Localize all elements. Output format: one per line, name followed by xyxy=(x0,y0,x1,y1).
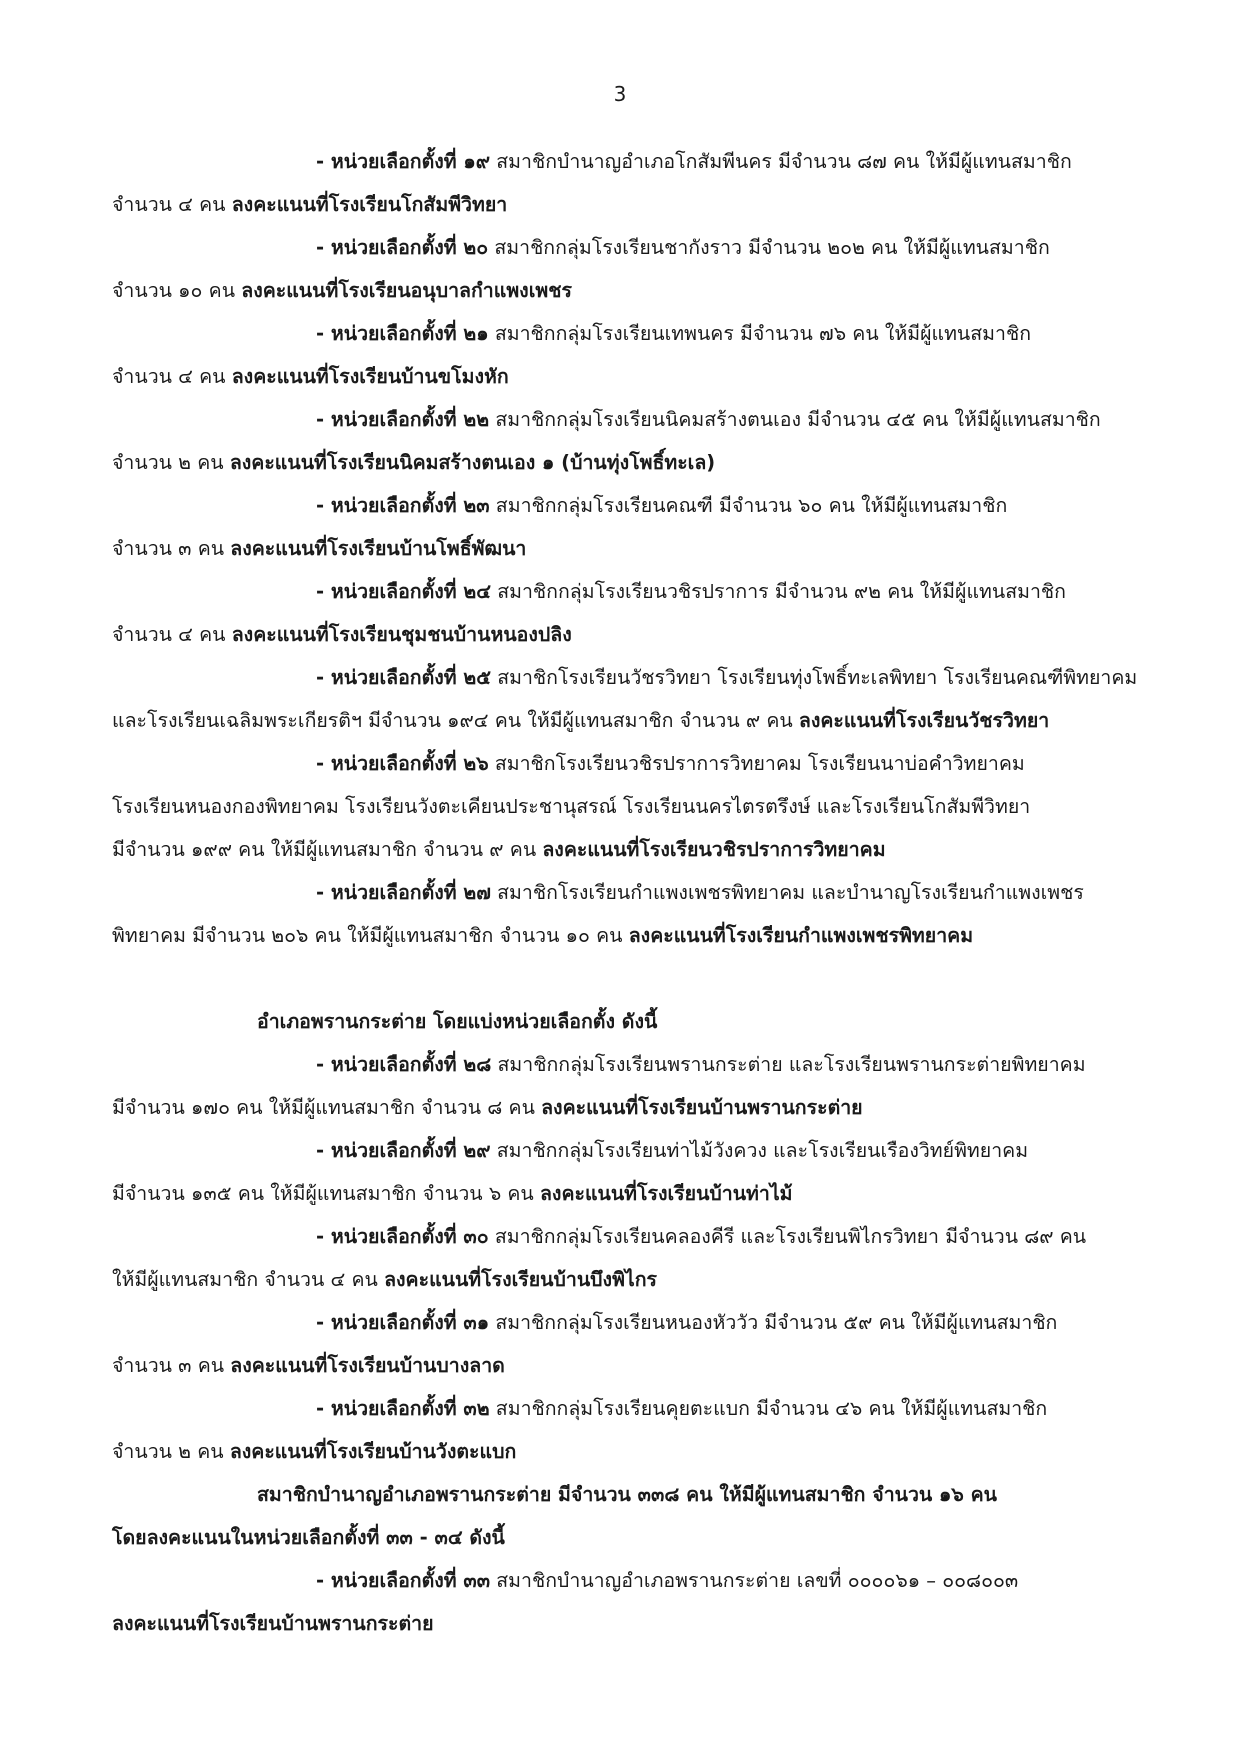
unit-number: หน่วยเลือกตั้งที่ ๒๕ xyxy=(330,666,492,689)
unit-dash: - xyxy=(316,881,331,904)
unit-20-line-2 xyxy=(112,269,1152,312)
unit-dash: - xyxy=(316,1397,331,1420)
unit-vote-location: ลงคะแนนที่โรงเรียนนิคมสร้างตนเอง ๑ (บ้านทุ่งโพธิ์ทะเล) xyxy=(229,451,716,474)
unit-description: สมาชิกบำนาญอำเภอโกสัมพีนคร มีจำนวน ๘๗ คน ให้มีผู้แทนสมาชิก xyxy=(490,150,1072,173)
unit-22-line-1 xyxy=(112,398,1152,441)
unit-21-line-2 xyxy=(112,355,1152,398)
unit-continuation: มีจำนวน ๑๓๕ คน ให้มีผู้แทนสมาชิก จำนวน ๖ คน xyxy=(112,1182,540,1205)
unit-continuation: จำนวน ๒ คน xyxy=(112,1440,230,1463)
unit-number: หน่วยเลือกตั้งที่ ๒๔ xyxy=(330,580,492,603)
unit-description: สมาชิกกลุ่มโรงเรียนคณฑี มีจำนวน ๖๐ คน ให้มีผู้แทนสมาชิก xyxy=(489,494,1008,517)
unit-continuation: จำนวน ๔ คน xyxy=(112,623,232,646)
unit-description: สมาชิกโรงเรียนวัชรวิทยา โรงเรียนทุ่งโพธิ์ทะเลพิทยา โรงเรียนคณฑีพิทยาคม xyxy=(491,666,1138,689)
unit-number: หน่วยเลือกตั้งที่ ๑๙ xyxy=(330,150,491,173)
unit-number: หน่วยเลือกตั้งที่ ๒๗ xyxy=(330,881,491,904)
unit-number: หน่วยเลือกตั้งที่ ๓๐ xyxy=(330,1225,489,1248)
pension-heading-line-2: โดยลงคะแนนในหน่วยเลือกตั้งที่ ๓๓ - ๓๔ ดังนี้ xyxy=(112,1526,505,1549)
unit-22-line-2 xyxy=(112,441,1152,484)
unit-number: หน่วยเลือกตั้งที่ ๒๑ xyxy=(330,322,489,345)
unit-24-line-1 xyxy=(112,570,1152,613)
unit-28-line-1 xyxy=(112,1043,1152,1086)
unit-vote-location: ลงคะแนนที่โรงเรียนวัชรวิทยา xyxy=(798,709,1050,732)
unit-vote-location: ลงคะแนนที่โรงเรียนบ้านโพธิ์พัฒนา xyxy=(230,537,527,560)
unit-dash: - xyxy=(316,1225,331,1248)
unit-description: สมาชิกกลุ่มโรงเรียนท่าไม้วังควง และโรงเรียนเรืองวิทย์พิทยาคม xyxy=(490,1139,1029,1162)
unit-29-line-2 xyxy=(112,1172,1152,1215)
unit-number: หน่วยเลือกตั้งที่ ๒๘ xyxy=(330,1053,492,1076)
unit-23-line-2 xyxy=(112,527,1152,570)
unit-33-line-2: ลงคะแนนที่โรงเรียนบ้านพรานกระต่าย xyxy=(112,1612,434,1635)
unit-continuation: จำนวน ๔ คน xyxy=(112,365,232,388)
unit-number: หน่วยเลือกตั้งที่ ๒๖ xyxy=(330,752,489,775)
unit-description: สมาชิกกลุ่มโรงเรียนนิคมสร้างตนเอง มีจำนวน ๔๕ คน ให้มีผู้แทนสมาชิก xyxy=(489,408,1101,431)
unit-23-line-1 xyxy=(112,484,1152,527)
unit-number: หน่วยเลือกตั้งที่ ๓๑ xyxy=(330,1311,490,1334)
unit-25-line-1 xyxy=(112,656,1152,699)
district-heading: อำเภอพรานกระต่าย โดยแบ่งหน่วยเลือกตั้ง ดังนี้ xyxy=(257,1010,658,1033)
unit-dash: - xyxy=(316,1053,331,1076)
unit-31-line-2 xyxy=(112,1344,1152,1387)
unit-vote-location: ลงคะแนนที่โรงเรียนกำแพงเพชรพิทยาคม xyxy=(628,924,974,947)
unit-30-line-1 xyxy=(112,1215,1152,1258)
unit-33-line-1 xyxy=(112,1559,1152,1602)
unit-27-line-1 xyxy=(112,871,1152,914)
unit-vote-location: ลงคะแนนที่โรงเรียนบ้านท่าไม้ xyxy=(539,1182,793,1205)
unit-vote-location: ลงคะแนนที่โรงเรียนบ้านพรานกระต่าย xyxy=(541,1096,863,1119)
unit-28-line-2 xyxy=(112,1086,1152,1129)
unit-description: สมาชิกกลุ่มโรงเรียนพรานกระต่าย และโรงเรียนพรานกระต่ายพิทยาคม xyxy=(491,1053,1086,1076)
unit-dash: - xyxy=(316,666,331,689)
section-gap xyxy=(112,957,1152,1000)
unit-continuation: ให้มีผู้แทนสมาชิก จำนวน ๔ คน xyxy=(112,1268,385,1291)
unit-number: หน่วยเลือกตั้งที่ ๒๙ xyxy=(330,1139,491,1162)
unit-description: สมาชิกกลุ่มโรงเรียนชากังราว มีจำนวน ๒๐๒ คน ให้มีผู้แทนสมาชิก xyxy=(488,236,1050,259)
unit-dash: - xyxy=(316,1139,331,1162)
unit-20-line-1 xyxy=(112,226,1152,269)
unit-description: สมาชิกกลุ่มโรงเรียนคุยตะแบก มีจำนวน ๔๖ คน ให้มีผู้แทนสมาชิก xyxy=(489,1397,1048,1420)
unit-continuation: มีจำนวน ๑๙๙ คน ให้มีผู้แทนสมาชิก จำนวน ๙ คน xyxy=(112,838,543,861)
unit-29-line-1 xyxy=(112,1129,1152,1172)
unit-continuation: และโรงเรียนเฉลิมพระเกียรติฯ มีจำนวน ๑๙๔ คน ให้มีผู้แทนสมาชิก จำนวน ๙ คน xyxy=(112,709,799,732)
unit-vote-location: ลงคะแนนที่โรงเรียนบ้านขโมงหัก xyxy=(231,365,509,388)
unit-continuation: มีจำนวน ๑๗๐ คน ให้มีผู้แทนสมาชิก จำนวน ๘ คน xyxy=(112,1096,542,1119)
unit-continuation: พิทยาคม มีจำนวน ๒๐๖ คน ให้มีผู้แทนสมาชิก จำนวน ๑๐ คน xyxy=(112,924,629,947)
unit-dash: - xyxy=(316,236,331,259)
unit-26-line-3 xyxy=(112,828,1152,871)
unit-dash: - xyxy=(316,322,331,345)
unit-description: สมาชิกกลุ่มโรงเรียนวชิรปราการ มีจำนวน ๙๒ คน ให้มีผู้แทนสมาชิก xyxy=(491,580,1066,603)
unit-dash: - xyxy=(316,494,331,517)
unit-number: หน่วยเลือกตั้งที่ ๓๓ xyxy=(330,1569,491,1592)
unit-description: สมาชิกกลุ่มโรงเรียนคลองคีรี และโรงเรียนพิไกรวิทยา มีจำนวน ๘๙ คน xyxy=(488,1225,1087,1248)
unit-number: หน่วยเลือกตั้งที่ ๒๓ xyxy=(330,494,490,517)
unit-description: สมาชิกบำนาญอำเภอพรานกระต่าย เลขที่ ๐๐๐๐๖๑ – ๐๐๘๐๐๓ xyxy=(490,1569,1019,1592)
unit-continuation: โรงเรียนหนองกองพิทยาคม โรงเรียนวังตะเคียนประชานุสรณ์ โรงเรียนนครไตรตรึงษ์ และโรงเรียนโกสัมพีวิทยา xyxy=(112,795,1031,818)
document-body xyxy=(112,140,1152,1645)
unit-dash: - xyxy=(316,580,331,603)
unit-21-line-1 xyxy=(112,312,1152,355)
unit-vote-location: ลงคะแนนที่โรงเรียนวชิรปราการวิทยาคม xyxy=(542,838,886,861)
unit-26-line-1 xyxy=(112,742,1152,785)
unit-30-line-2 xyxy=(112,1258,1152,1301)
unit-19-line-2 xyxy=(112,183,1152,226)
unit-26-line-2 xyxy=(112,785,1152,828)
unit-31-line-1 xyxy=(112,1301,1152,1344)
unit-continuation: จำนวน ๓ คน xyxy=(112,1354,231,1377)
unit-continuation: จำนวน ๓ คน xyxy=(112,537,231,560)
unit-19-line-1 xyxy=(112,140,1152,183)
unit-25-line-2 xyxy=(112,699,1152,742)
unit-vote-location: ลงคะแนนที่โรงเรียนอนุบาลกำแพงเพชร xyxy=(241,279,572,302)
unit-27-line-2 xyxy=(112,914,1152,957)
unit-vote-location: ลงคะแนนที่โรงเรียนโกสัมพีวิทยา xyxy=(231,193,508,216)
unit-dash: - xyxy=(316,408,331,431)
unit-32-line-1 xyxy=(112,1387,1152,1430)
unit-dash: - xyxy=(316,1569,331,1592)
unit-number: หน่วยเลือกตั้งที่ ๓๒ xyxy=(330,1397,490,1420)
unit-dash: - xyxy=(316,752,331,775)
unit-dash: - xyxy=(316,1311,331,1334)
unit-description: สมาชิกกลุ่มโรงเรียนเทพนคร มีจำนวน ๗๖ คน ให้มีผู้แทนสมาชิก xyxy=(488,322,1031,345)
unit-continuation: จำนวน ๒ คน xyxy=(112,451,230,474)
unit-description: สมาชิกโรงเรียนกำแพงเพชรพิทยาคม และบำนาญโรงเรียนกำแพงเพชร xyxy=(490,881,1084,904)
unit-number: หน่วยเลือกตั้งที่ ๒๒ xyxy=(330,408,490,431)
unit-24-line-2 xyxy=(112,613,1152,656)
unit-32-line-2 xyxy=(112,1430,1152,1473)
page-number: 3 xyxy=(613,82,627,106)
unit-continuation: จำนวน ๔ คน xyxy=(112,193,232,216)
unit-vote-location: ลงคะแนนที่โรงเรียนบ้านบางลาด xyxy=(230,1354,505,1377)
unit-continuation: จำนวน ๑๐ คน xyxy=(112,279,242,302)
unit-dash: - xyxy=(316,150,331,173)
unit-description: สมาชิกโรงเรียนวชิรปราการวิทยาคม โรงเรียนนาบ่อคำวิทยาคม xyxy=(488,752,1025,775)
unit-vote-location: ลงคะแนนที่โรงเรียนบ้านบึงพิไกร xyxy=(384,1268,658,1291)
unit-vote-location: ลงคะแนนที่โรงเรียนบ้านวังตะแบก xyxy=(229,1440,517,1463)
unit-description: สมาชิกกลุ่มโรงเรียนหนองหัววัว มีจำนวน ๕๙ คน ให้มีผู้แทนสมาชิก xyxy=(489,1311,1058,1334)
unit-number: หน่วยเลือกตั้งที่ ๒๐ xyxy=(330,236,489,259)
unit-vote-location: ลงคะแนนที่โรงเรียนชุมชนบ้านหนองปลิง xyxy=(231,623,572,646)
pension-heading-line-1: สมาชิกบำนาญอำเภอพรานกระต่าย มีจำนวน ๓๓๘ คน ให้มีผู้แทนสมาชิก จำนวน ๑๖ คน xyxy=(257,1483,997,1506)
